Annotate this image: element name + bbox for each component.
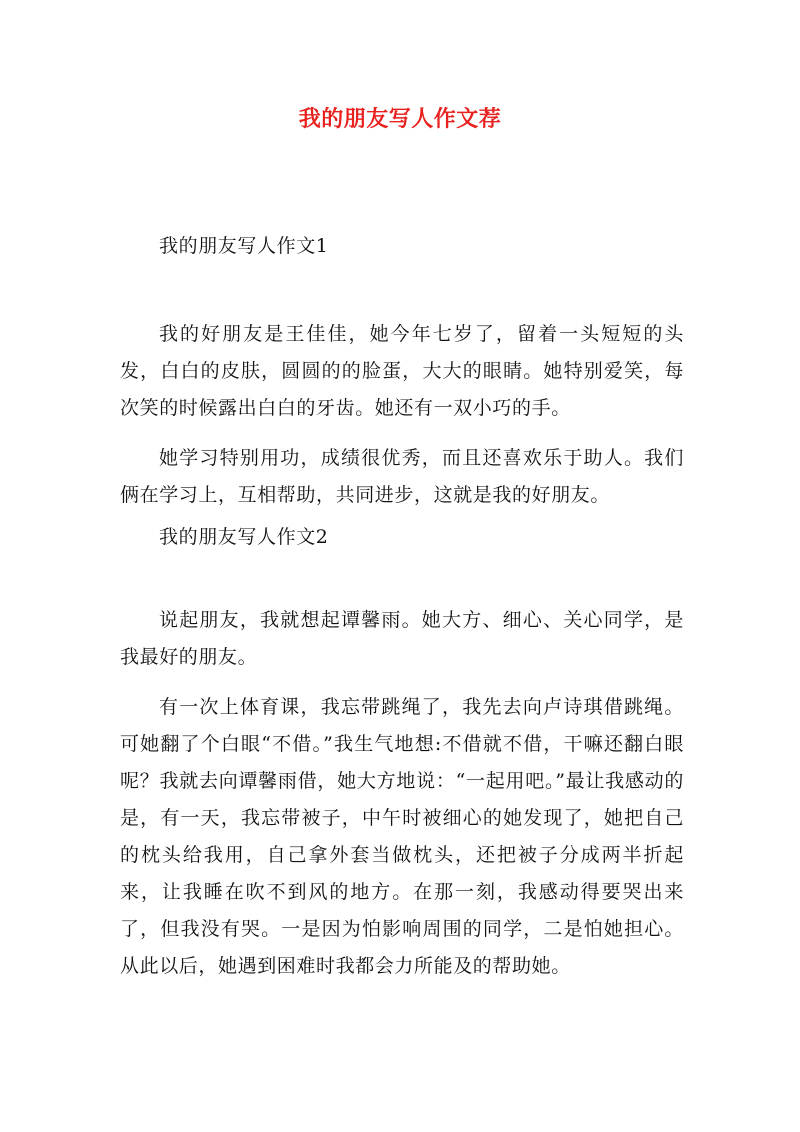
- section-heading-2: 我的朋友写人作文2: [159, 526, 329, 548]
- section-1-paragraph-1: [120, 316, 684, 427]
- paragraph-text: 说起朋友，我就想起谭馨雨。她大方、细心、关心同学，是我最好的朋友。: [120, 609, 684, 668]
- paragraph-text: 有一次上体育课，我忘带跳绳了，我先去向卢诗琪借跳绳。可她翻了个白眼“不借。”我生气地想:不借就不借，干嘛还翻白眼呢？我就去向谭馨雨借，她大方地说：“一起用吧。”最让我感动的是，有一天，我忘带被子，中午时被细心的她发现了，她把自己的枕头给我用，自己拿外套当做枕头，还把被子分成两半折起来，让我睡在吹不到风的地方。在那一刻，我感动得要哭出来了，但我没有哭。一是因为怕影响周围的同学，二是怕她担心。从此以后，她遇到困难时我都会力所能及的帮助她。: [120, 696, 684, 977]
- section-2-paragraph-1: [120, 602, 684, 676]
- document-title: 我的朋友写人作文荐: [298, 106, 502, 132]
- section-1-paragraph-2: [120, 440, 684, 514]
- section-heading-1: 我的朋友写人作文1: [159, 235, 329, 257]
- section-2-paragraph-2: [120, 689, 684, 985]
- paragraph-text: 她学习特别用功，成绩很优秀，而且还喜欢乐于助人。我们俩在学习上，互相帮助，共同进步，这就是我的好朋友。: [120, 447, 684, 506]
- paragraph-text: 我的好朋友是王佳佳，她今年七岁了，留着一头短短的头发，白白的皮肤，圆圆的的脸蛋，大大的眼睛。她特别爱笑，每次笑的时候露出白白的牙齿。她还有一双小巧的手。: [120, 323, 684, 419]
